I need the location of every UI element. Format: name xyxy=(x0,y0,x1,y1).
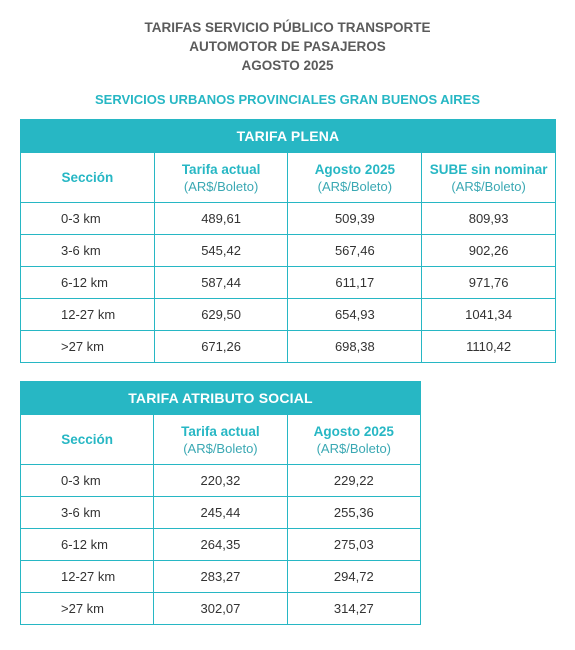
table-row xyxy=(21,299,556,331)
table-cell: 654,93 xyxy=(288,299,422,331)
column-header-unit: (AR$/Boleto) xyxy=(317,178,393,194)
table-cell-seccion: 6-12 km xyxy=(21,529,154,561)
table-row xyxy=(21,593,421,625)
table-cell: 255,36 xyxy=(287,497,420,529)
column-header-label: Sección xyxy=(61,169,114,185)
table-cell-seccion: 3-6 km xyxy=(21,497,154,529)
column-header-label: Agosto 2025 xyxy=(314,161,395,177)
column-header-seccion xyxy=(21,153,155,203)
table-cell: 283,27 xyxy=(154,561,287,593)
table-row xyxy=(21,465,421,497)
table-cell-seccion: 12-27 km xyxy=(21,561,154,593)
header-line-1: TARIFAS SERVICIO PÚBLICO TRANSPORTE xyxy=(144,20,431,35)
section-subtitle: SERVICIOS URBANOS PROVINCIALES GRAN BUENOS AIRES xyxy=(95,92,480,107)
column-header-sube-sin-nominar xyxy=(422,153,556,203)
column-header-unit: (AR$/Boleto) xyxy=(316,440,392,456)
table-cell: 489,61 xyxy=(154,203,288,235)
table-row xyxy=(21,529,421,561)
table-cell-seccion: 12-27 km xyxy=(21,299,155,331)
table-cell: 229,22 xyxy=(287,465,420,497)
column-header-agosto-2025 xyxy=(288,153,422,203)
table-cell: 264,35 xyxy=(154,529,287,561)
tarifa-plena-title: TARIFA PLENA xyxy=(21,120,556,153)
table-row xyxy=(21,331,556,363)
tarifa-plena-table xyxy=(20,119,556,363)
table-cell-seccion: >27 km xyxy=(21,593,154,625)
table-cell: 971,76 xyxy=(422,267,556,299)
table-cell-seccion: 6-12 km xyxy=(21,267,155,299)
column-header-unit: (AR$/Boleto) xyxy=(183,178,259,194)
table-cell: 314,27 xyxy=(287,593,420,625)
table-row xyxy=(21,267,556,299)
table-cell-seccion: 3-6 km xyxy=(21,235,155,267)
column-header-label: SUBE sin nominar xyxy=(429,161,548,177)
table-cell: 509,39 xyxy=(288,203,422,235)
table-row xyxy=(21,235,556,267)
table-cell: 245,44 xyxy=(154,497,287,529)
column-header-label: Tarifa actual xyxy=(181,161,261,177)
table-row xyxy=(21,497,421,529)
table-cell: 902,26 xyxy=(422,235,556,267)
table-row xyxy=(21,203,556,235)
column-header-unit: (AR$/Boleto) xyxy=(183,440,258,456)
column-header-tarifa-actual xyxy=(154,153,288,203)
column-header-seccion xyxy=(21,415,154,465)
header-line-2: AUTOMOTOR DE PASAJEROS xyxy=(189,39,386,54)
table-cell: 587,44 xyxy=(154,267,288,299)
table-cell: 220,32 xyxy=(154,465,287,497)
document-header xyxy=(0,18,575,75)
table-cell: 629,50 xyxy=(154,299,288,331)
table-cell: 1110,42 xyxy=(422,331,556,363)
header-line-3: AGOSTO 2025 xyxy=(241,58,334,73)
column-header-label: Agosto 2025 xyxy=(313,423,394,439)
tarifa-social-table xyxy=(20,381,421,625)
table-cell: 294,72 xyxy=(287,561,420,593)
table-cell-seccion: 0-3 km xyxy=(21,203,155,235)
table-cell: 1041,34 xyxy=(422,299,556,331)
column-header-unit: (AR$/Boleto) xyxy=(451,178,526,194)
table-cell: 671,26 xyxy=(154,331,288,363)
table-row xyxy=(21,561,421,593)
table-cell: 611,17 xyxy=(288,267,422,299)
table-cell-seccion: 0-3 km xyxy=(21,465,154,497)
tarifa-social-title: TARIFA ATRIBUTO SOCIAL xyxy=(21,382,421,415)
column-header-agosto-2025 xyxy=(287,415,420,465)
column-header-tarifa-actual xyxy=(154,415,287,465)
table-cell: 302,07 xyxy=(154,593,287,625)
table-cell-seccion: >27 km xyxy=(21,331,155,363)
column-header-label: Sección xyxy=(61,431,113,447)
table-cell: 698,38 xyxy=(288,331,422,363)
table-cell: 567,46 xyxy=(288,235,422,267)
table-cell: 275,03 xyxy=(287,529,420,561)
table-cell: 809,93 xyxy=(422,203,556,235)
column-header-label: Tarifa actual xyxy=(181,423,260,439)
table-cell: 545,42 xyxy=(154,235,288,267)
